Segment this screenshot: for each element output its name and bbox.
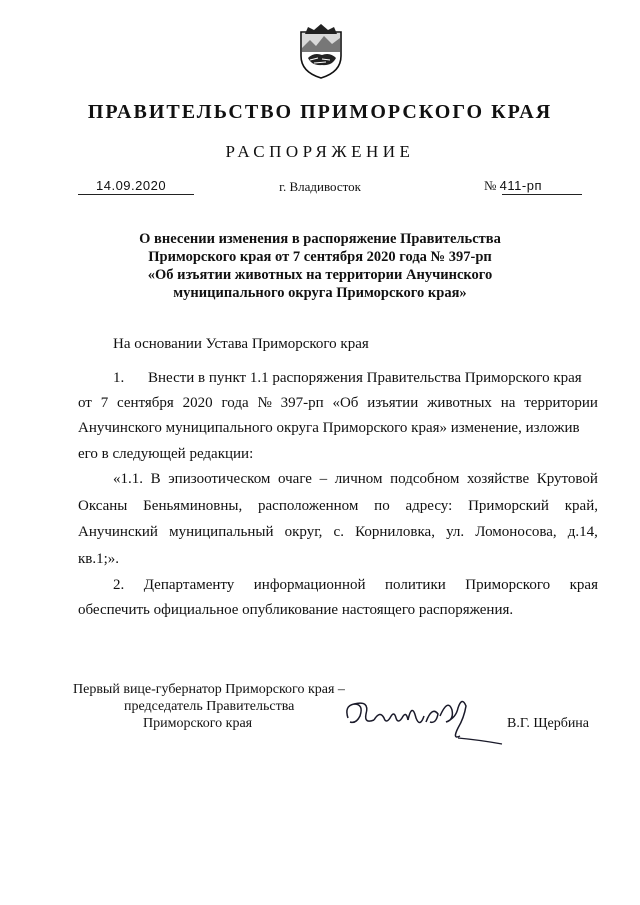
word: В xyxy=(150,471,161,487)
word: Корниловка, xyxy=(355,524,435,540)
number-value: 411-рп xyxy=(499,178,542,193)
item2-line1 xyxy=(113,577,598,594)
word: эпизоотическом xyxy=(168,471,271,487)
word: 7 xyxy=(100,395,109,411)
item1-line2 xyxy=(78,395,598,412)
word: ул. xyxy=(446,524,465,540)
word: информационной xyxy=(253,577,366,593)
word: муниципальный xyxy=(169,524,274,540)
word: Приморский xyxy=(468,498,549,514)
word: от xyxy=(78,395,92,411)
signatory-title-line2: председатель Правительства xyxy=(124,699,295,714)
subject-line: муниципального округа Приморского края» xyxy=(173,285,467,301)
document-subject xyxy=(0,230,640,302)
word: года xyxy=(221,395,249,411)
word: д.14, xyxy=(567,524,598,540)
document-number xyxy=(484,178,584,195)
word: «1.1. xyxy=(113,471,143,487)
signatory-name: В.Г. Щербина xyxy=(507,716,590,731)
word: 2020 xyxy=(182,395,213,411)
document-type: РАСПОРЯЖЕНИЕ xyxy=(225,142,415,161)
word: № xyxy=(257,395,272,411)
word: край, xyxy=(564,498,598,514)
word: по xyxy=(374,498,390,514)
item1-line3: Анучинского муниципального округа Приморского края» изменение, изложив xyxy=(78,420,580,436)
word: сентября xyxy=(117,395,174,411)
word: округ, xyxy=(284,524,323,540)
quote-line4: кв.1;». xyxy=(78,551,120,567)
word: адресу: xyxy=(405,498,453,514)
word: – xyxy=(319,471,328,487)
subject-line: «Об изъятии животных на территории Анучинского xyxy=(147,267,493,283)
quote-line2 xyxy=(78,498,598,515)
word: Беньяминовны, xyxy=(143,498,243,514)
word: «Об xyxy=(332,395,359,411)
signatory-title-line1: Первый вице-губернатор Приморского края – xyxy=(73,682,345,697)
subject-line: О внесении изменения в распоряжение Правительства xyxy=(139,231,501,247)
word: Департаменту xyxy=(143,577,235,593)
word: Приморского xyxy=(465,577,551,593)
item1-number: 1. xyxy=(113,370,125,386)
word: с. xyxy=(333,524,344,540)
word: очаге xyxy=(278,471,312,487)
item2-line2: обеспечить официальное опубликование настоящего распоряжения. xyxy=(78,602,514,618)
signatory-title-line3: Приморского края xyxy=(143,716,253,731)
word: подсобном xyxy=(390,471,460,487)
word: 397-рп xyxy=(280,395,324,411)
word: личном xyxy=(334,471,383,487)
word: Анучинский xyxy=(78,524,158,540)
quote-line1 xyxy=(113,471,598,488)
word: Крутовой xyxy=(536,471,598,487)
basis-paragraph: На основании Устава Приморского края xyxy=(113,336,369,352)
word: политики xyxy=(385,577,446,593)
word: края xyxy=(569,577,598,593)
coat-of-arms-icon xyxy=(296,22,346,80)
item1-first-line: Внести в пункт 1.1 распоряжения Правительства Приморского края xyxy=(148,370,582,386)
subject-line: Приморского края от 7 сентября 2020 года № 397-рп xyxy=(148,249,492,265)
word: на xyxy=(500,395,516,411)
item1-line4: его в следующей редакции: xyxy=(78,446,254,462)
word: территории xyxy=(524,395,598,411)
document-city: г. Владивосток xyxy=(279,179,361,194)
word: расположенном xyxy=(258,498,359,514)
word: изъятии xyxy=(367,395,419,411)
quote-line3 xyxy=(78,524,598,541)
organization-title: ПРАВИТЕЛЬСТВО ПРИМОРСКОГО КРАЯ xyxy=(87,101,553,123)
word: Ломоносова, xyxy=(475,524,557,540)
number-underline xyxy=(502,194,582,195)
number-prefix: № xyxy=(484,178,497,193)
word: животных xyxy=(427,395,492,411)
word: хозяйстве xyxy=(466,471,530,487)
date-value: 14.09.2020 xyxy=(96,178,167,193)
handwritten-signature-icon xyxy=(340,688,506,750)
word: 2. xyxy=(113,577,125,593)
word: Оксаны xyxy=(78,498,128,514)
